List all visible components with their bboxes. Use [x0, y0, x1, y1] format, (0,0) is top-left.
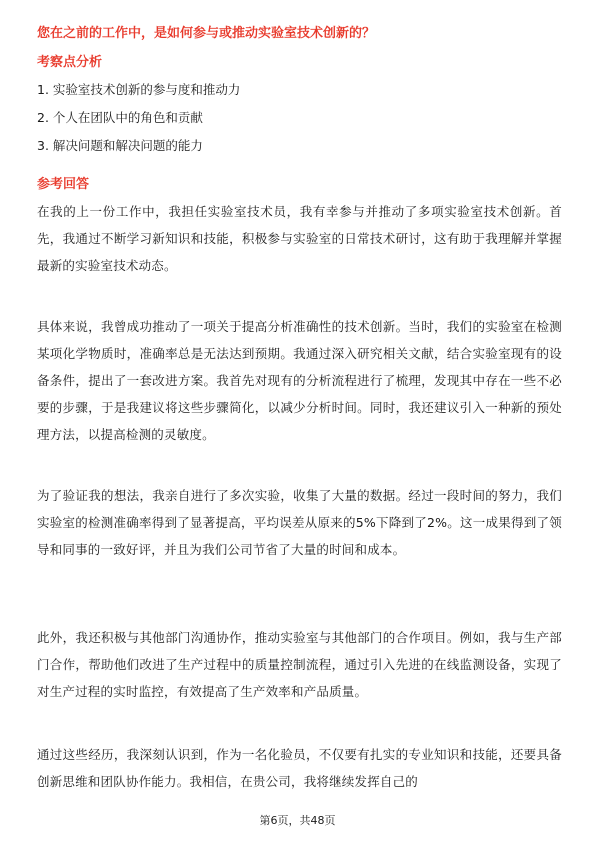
answer-paragraph-1: 在我的上一份工作中，我担任实验室技术员，我有幸参与并推动了多项实验室技术创新。首先，我通过不断学习新知识和技能，积极参与实验室的日常技术研讨，这有助于我理解并掌握最新的实验室技术动态。: [37, 204, 562, 273]
page-number-footer: 第6页，共48页: [259, 814, 336, 827]
analysis-points-list: [37, 80, 240, 164]
answer-paragraph-3: 为了验证我的想法，我亲自进行了多次实验，收集了大量的数据。经过一段时间的努力，我们实验室的检测准确率得到了显著提高，平均误差从原来的5%下降到了2%。这一成果得到了领导和同事的一致好评，并且为我们公司节省了大量的时间和成本。: [37, 488, 562, 557]
answer-paragraph-4: 此外，我还积极与其他部门沟通协作，推动实验室与其他部门的合作项目。例如，我与生产部门合作，帮助他们改进了生产过程中的质量控制流程，通过引入先进的在线监测设备，实现了对生产过程的实时监控，有效提高了生产效率和产品质量。: [37, 630, 562, 699]
answer-paragraph-2: 具体来说，我曾成功推动了一项关于提高分析准确性的技术创新。当时，我们的实验室在检测某项化学物质时，准确率总是无法达到预期。我通过深入研究相关文献，结合实验室现有的设备条件，提出了一套改进方案。我首先对现有的分析流程进行了梳理，发现其中存在一些不必要的步骤，于是我建议将这些步骤简化，以减少分析时间。同时，我还建议引入一种新的预处理方法，以提高检测的灵敏度。: [37, 319, 562, 442]
analysis-heading: 考察点分析: [37, 55, 103, 70]
answer-paragraph-5: 通过这些经历，我深刻认识到，作为一名化验员，不仅要有扎实的专业知识和技能，还要具备创新思维和团队协作能力。我相信，在贵公司，我将继续发挥自己的: [37, 747, 562, 789]
analysis-point: 1. 实验室技术创新的参与度和推动力: [37, 82, 241, 97]
analysis-point: 3. 解决问题和解决问题的能力: [37, 138, 203, 153]
analysis-point: 2. 个人在团队中的角色和贡献: [37, 110, 203, 125]
interview-question: 您在之前的工作中，是如何参与或推动实验室技术创新的？: [37, 26, 376, 41]
answer-heading: 参考回答: [37, 177, 90, 192]
